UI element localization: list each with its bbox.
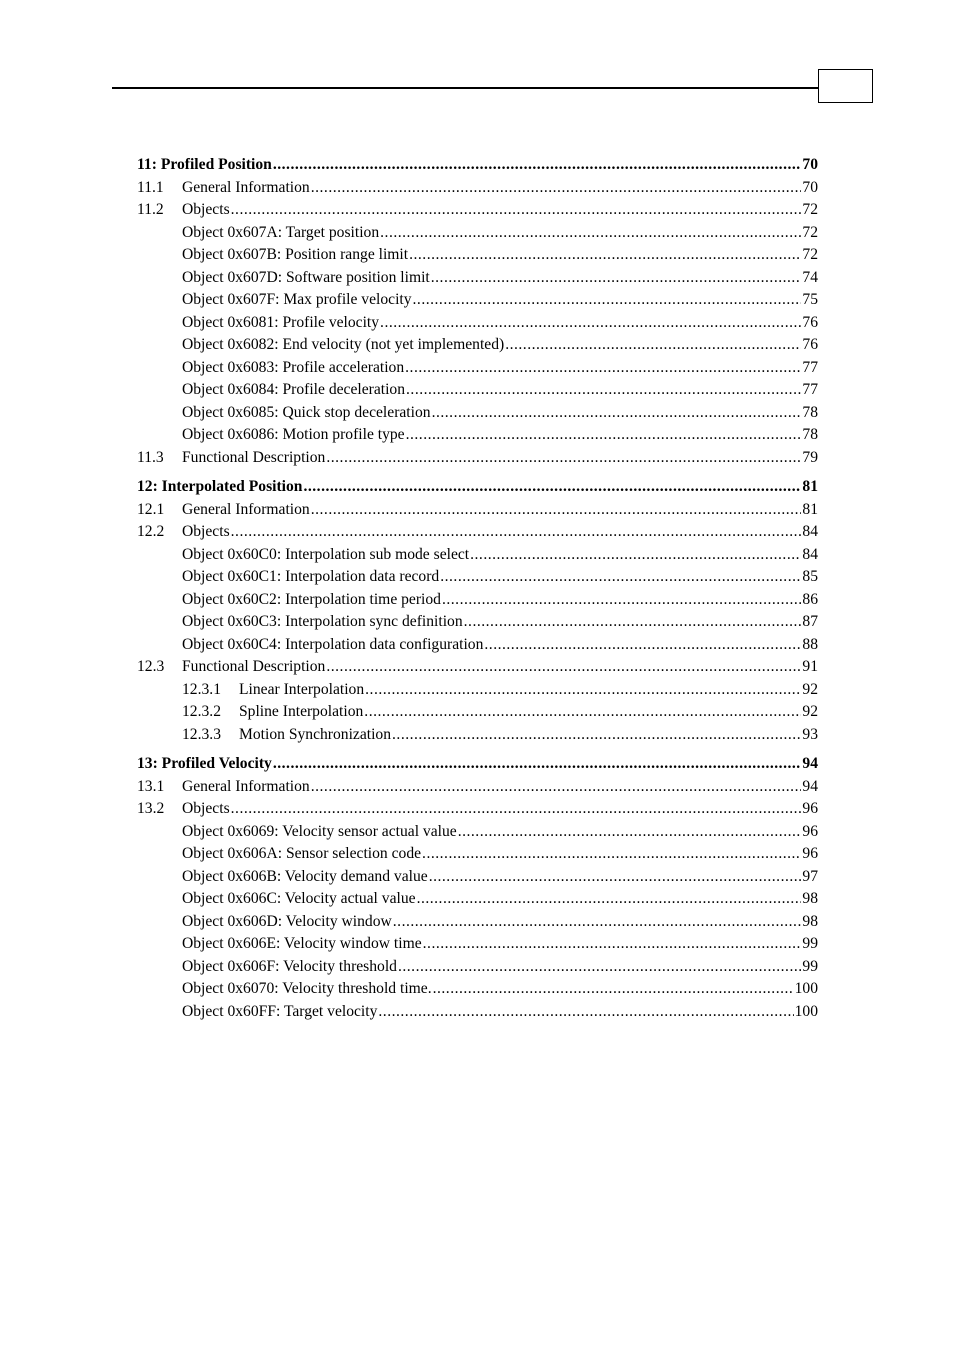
- toc-entry[interactable]: [137, 357, 818, 380]
- toc-entry[interactable]: [137, 776, 818, 799]
- toc-entry-title: 12: Interpolated Position: [137, 478, 303, 495]
- toc-entry-page-number: 96: [802, 800, 818, 817]
- toc-leader-dots: [380, 312, 801, 335]
- toc-entry-title: Object 0x6085: Quick stop deceleration: [182, 403, 431, 421]
- toc-entry-title: General Information: [182, 500, 310, 518]
- toc-entry-number: 12.3.2: [182, 703, 221, 720]
- toc-entry-title: Object 0x607F: Max profile velocity: [182, 291, 412, 308]
- toc-entry[interactable]: [137, 566, 818, 589]
- toc-entry-title: Object 0x6081: Profile velocity: [182, 313, 380, 331]
- toc-entry-page-number: 92: [802, 703, 818, 720]
- toc-entry-title: Object 0x60FF: Target velocity: [182, 1002, 378, 1020]
- toc-leader-dots: [422, 843, 801, 866]
- toc-entry-title: Functional Description: [182, 448, 326, 466]
- toc-entry-title: Object 0x6083: Profile acceleration: [182, 358, 405, 376]
- toc-entry-page-number: 76: [802, 313, 818, 331]
- toc-leader-dots: [458, 821, 802, 844]
- toc-entry[interactable]: [137, 447, 818, 470]
- toc-entry-title: Object 0x60C2: Interpolation time period: [182, 590, 441, 608]
- toc-entry-page-number: 97: [802, 867, 818, 885]
- toc-entry[interactable]: [137, 679, 818, 702]
- toc-entry[interactable]: [137, 634, 818, 657]
- toc-entry-page-number: 85: [802, 568, 818, 585]
- toc-entry-page-number: 84: [802, 523, 818, 540]
- toc-entry-title: Object 0x60C0: Interpolation sub mode select: [182, 545, 470, 563]
- toc-leader-dots: [273, 154, 802, 177]
- toc-entry[interactable]: [137, 589, 818, 612]
- toc-leader-dots: [429, 866, 802, 889]
- toc-entry-title: Object 0x607A: Target position: [182, 223, 380, 241]
- toc-entry-page-number: 70: [802, 178, 818, 196]
- toc-leader-dots: [303, 476, 801, 499]
- toc-entry[interactable]: [137, 866, 818, 889]
- toc-entry-title: Objects: [182, 800, 230, 817]
- toc-entry-title: General Information: [182, 178, 310, 196]
- toc-entry-title: Object 0x6069: Velocity sensor actual value: [182, 822, 457, 840]
- toc-entry[interactable]: [137, 724, 818, 747]
- toc-entry[interactable]: [137, 199, 818, 222]
- toc-entry[interactable]: [137, 521, 818, 544]
- toc-leader-dots: [413, 289, 802, 312]
- toc-entry-title: 13: Profiled Velocity: [137, 755, 272, 772]
- toc-entry-title: Objects: [182, 523, 230, 540]
- toc-entry[interactable]: [137, 888, 818, 911]
- toc-entry[interactable]: [137, 289, 818, 312]
- toc-entry[interactable]: [137, 911, 818, 934]
- toc-entry-title: Motion Synchronization: [239, 725, 392, 743]
- toc-entry[interactable]: [137, 222, 818, 245]
- toc-entry[interactable]: [137, 611, 818, 634]
- toc-entry-number: 13.1: [137, 777, 165, 795]
- toc-entry-page-number: 74: [802, 268, 818, 286]
- toc-entry-title: Object 0x606B: Velocity demand value: [182, 867, 428, 885]
- toc-leader-dots: [406, 379, 801, 402]
- toc-entry[interactable]: [137, 956, 818, 979]
- toc-entry[interactable]: [137, 379, 818, 402]
- toc-leader-dots: [326, 447, 801, 470]
- toc-entry-page-number: 81: [802, 500, 818, 518]
- toc-entry-page-number: 78: [802, 403, 818, 421]
- toc-entry-number: 12.3.1: [182, 680, 221, 698]
- toc-entry-number: 12.1: [137, 500, 165, 518]
- toc-entry-number: 13.2: [137, 800, 165, 817]
- toc-entry-page-number: 70: [802, 156, 818, 173]
- toc-leader-dots: [393, 911, 802, 934]
- toc-leader-dots: [231, 521, 802, 544]
- toc-entry-number: 12.3: [137, 658, 165, 675]
- toc-entry-title: Object 0x606F: Velocity threshold: [182, 957, 397, 975]
- toc-entry-title: Object 0x606E: Velocity window time: [182, 935, 422, 952]
- toc-leader-dots: [432, 402, 802, 425]
- toc-entry[interactable]: [137, 312, 818, 335]
- toc-entry[interactable]: [137, 244, 818, 267]
- toc-entry-page-number: 81: [802, 478, 818, 495]
- toc-entry-number: 11.2: [137, 201, 164, 218]
- toc-entry-title: Object 0x607D: Software position limit: [182, 268, 430, 286]
- toc-entry-page-number: 94: [802, 777, 818, 795]
- toc-leader-dots: [464, 611, 802, 634]
- toc-entry[interactable]: [137, 499, 818, 522]
- toc-entry-page-number: 78: [802, 426, 818, 443]
- toc-entry-page-number: 94: [802, 755, 818, 772]
- toc-entry-page-number: 75: [802, 291, 818, 308]
- toc-entry[interactable]: [137, 933, 818, 956]
- toc-entry-page-number: 72: [802, 201, 818, 218]
- toc-entry-title: Object 0x607B: Position range limit: [182, 246, 409, 263]
- toc-leader-dots: [431, 267, 802, 290]
- toc-leader-dots: [380, 222, 801, 245]
- toc-entry-title: Object 0x6082: End velocity (not yet implemented): [182, 336, 505, 353]
- toc-entry-page-number: 77: [802, 358, 818, 376]
- toc-leader-dots: [433, 978, 794, 1001]
- toc-entry-number: 12.3.3: [182, 725, 221, 743]
- toc-leader-dots: [409, 244, 801, 267]
- toc-entry-number: 11.3: [137, 448, 164, 466]
- toc-entry-title: Functional Description: [182, 658, 326, 675]
- toc-leader-dots: [442, 589, 801, 612]
- table-of-contents: [137, 154, 818, 1023]
- toc-leader-dots: [405, 357, 801, 380]
- toc-entry-page-number: 92: [802, 680, 818, 698]
- toc-entry[interactable]: [137, 424, 818, 447]
- toc-entry-title: Object 0x6086: Motion profile type: [182, 426, 405, 443]
- toc-entry-page-number: 77: [802, 381, 818, 398]
- toc-entry-page-number: 93: [802, 725, 818, 743]
- toc-leader-dots: [231, 199, 802, 222]
- toc-entry-page-number: 96: [802, 845, 818, 862]
- toc-entry[interactable]: [137, 267, 818, 290]
- toc-entry-title: Object 0x6070: Velocity threshold time.: [182, 980, 432, 997]
- toc-entry-page-number: 76: [802, 336, 818, 353]
- toc-entry[interactable]: [137, 544, 818, 567]
- toc-entry[interactable]: [137, 334, 818, 357]
- toc-leader-dots: [470, 544, 801, 567]
- toc-entry-page-number: 99: [802, 957, 818, 975]
- toc-chapter-entry[interactable]: [137, 154, 818, 177]
- toc-entry-page-number: 96: [802, 822, 818, 840]
- toc-leader-dots: [423, 933, 802, 956]
- toc-entry-title: Object 0x606C: Velocity actual value: [182, 890, 416, 907]
- toc-entry-number: 12.2: [137, 523, 165, 540]
- toc-entry[interactable]: [137, 821, 818, 844]
- toc-entry-page-number: 86: [802, 590, 818, 608]
- toc-entry-page-number: 100: [794, 980, 818, 997]
- toc-entry-title: Object 0x60C4: Interpolation data configuration: [182, 635, 484, 653]
- page-number-box: [818, 69, 873, 103]
- toc-entry-number: 11.1: [137, 178, 164, 196]
- toc-entry-page-number: 72: [802, 223, 818, 241]
- toc-entry[interactable]: [137, 978, 818, 1001]
- toc-entry-page-number: 91: [802, 658, 818, 675]
- toc-entry-page-number: 88: [802, 635, 818, 653]
- toc-entry-title: Object 0x6084: Profile deceleration: [182, 381, 406, 398]
- toc-entry[interactable]: [137, 701, 818, 724]
- toc-leader-dots: [440, 566, 801, 589]
- toc-entry-title: Linear Interpolation: [239, 680, 365, 698]
- toc-leader-dots: [326, 656, 801, 679]
- toc-leader-dots: [406, 424, 802, 447]
- toc-entry-page-number: 72: [802, 246, 818, 263]
- toc-entry-title: Object 0x606D: Velocity window: [182, 912, 392, 930]
- toc-entry-page-number: 98: [802, 890, 818, 907]
- toc-entry-title: Object 0x606A: Sensor selection code: [182, 845, 422, 862]
- toc-leader-dots: [311, 499, 802, 522]
- toc-leader-dots: [273, 753, 802, 776]
- toc-entry-title: Object 0x60C1: Interpolation data record: [182, 568, 440, 585]
- toc-leader-dots: [364, 701, 801, 724]
- toc-leader-dots: [505, 334, 801, 357]
- toc-entry-title: General Information: [182, 777, 310, 795]
- toc-entry[interactable]: [137, 656, 818, 679]
- toc-entry-page-number: 100: [794, 1002, 818, 1020]
- toc-leader-dots: [378, 1001, 793, 1024]
- toc-entry-title: Object 0x60C3: Interpolation sync definition: [182, 613, 463, 630]
- toc-leader-dots: [398, 956, 801, 979]
- toc-entry-page-number: 84: [802, 545, 818, 563]
- header-rule: [112, 87, 819, 89]
- toc-entry-title: 11: Profiled Position: [137, 156, 272, 173]
- toc-entry-page-number: 79: [802, 448, 818, 466]
- toc-leader-dots: [417, 888, 802, 911]
- toc-entry[interactable]: [137, 798, 818, 821]
- toc-chapter-entry[interactable]: [137, 476, 818, 499]
- toc-entry[interactable]: [137, 1001, 818, 1024]
- toc-chapter-entry[interactable]: [137, 753, 818, 776]
- toc-entry[interactable]: [137, 402, 818, 425]
- toc-entry-page-number: 87: [802, 613, 818, 630]
- toc-entry-page-number: 99: [802, 935, 818, 952]
- toc-entry[interactable]: [137, 177, 818, 200]
- toc-leader-dots: [365, 679, 801, 702]
- toc-leader-dots: [231, 798, 802, 821]
- toc-entry-title: Objects: [182, 201, 230, 218]
- toc-entry-page-number: 98: [802, 912, 818, 930]
- toc-entry[interactable]: [137, 843, 818, 866]
- toc-leader-dots: [392, 724, 801, 747]
- toc-leader-dots: [311, 177, 802, 200]
- toc-entry-title: Spline Interpolation: [239, 703, 364, 720]
- toc-leader-dots: [311, 776, 802, 799]
- toc-leader-dots: [484, 634, 801, 657]
